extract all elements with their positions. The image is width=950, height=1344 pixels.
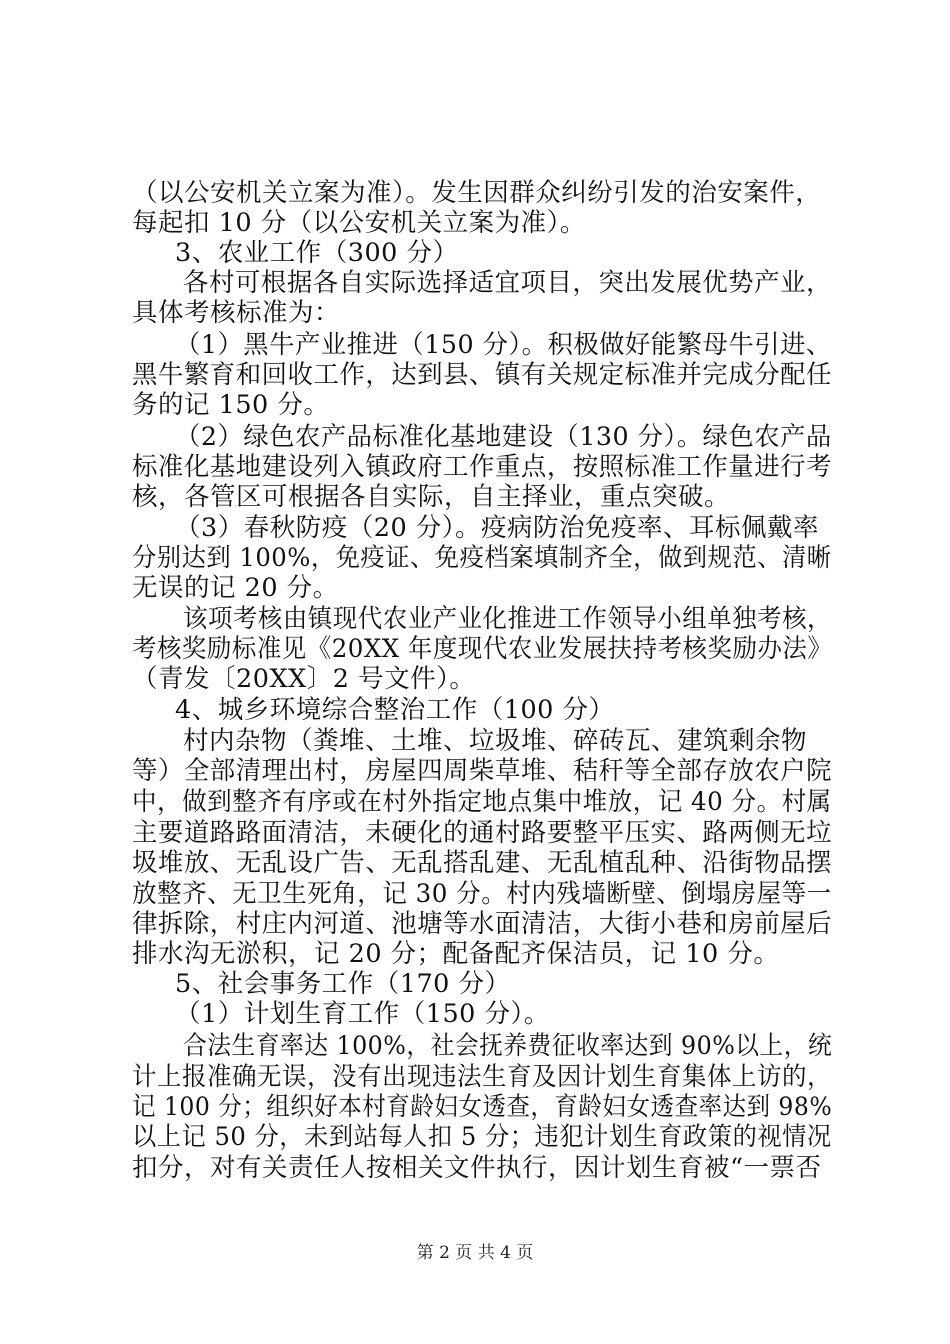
text-line: 每起扣 10 分（以公安机关立案为准）。 [132, 208, 586, 238]
text-line: （以公安机关立案为准）。发生因群众纠纷引发的治安案件， [132, 178, 822, 208]
text-line: 核，各管区可根据各自实际，自主择业，重点突破。 [132, 482, 731, 512]
text-line: 以上记 50 分，未到站每人扣 5 分；违犯计划生育政策的视情况 [132, 1122, 832, 1152]
text-line: （1）黑牛产业推进（150 分）。积极做好能繁母牛引进、 [175, 330, 832, 360]
text-line: 记 100 分；组织好本村育龄妇女透查，育龄妇女透查率达到 98% [132, 1092, 833, 1122]
page-number-footer: 第 2 页 共 4 页 [416, 1243, 534, 1263]
text-line: 无误的记 20 分。 [132, 573, 339, 603]
text-line: 考核奖励标准见《20XX 年度现代农业发展扶持考核奖励办法》 [132, 634, 833, 664]
text-line: 4、城乡环境综合整治工作（100 分） [175, 695, 615, 725]
text-line: 黑牛繁育和回收工作，达到县、镇有关规定标准并完成分配任 [132, 360, 833, 390]
text-line: 圾堆放、无乱设广告、无乱搭乱建、无乱植乱种、沿街物品摆 [132, 848, 833, 878]
text-line: 3、农业工作（300 分） [175, 238, 459, 268]
text-line: 分别达到 100%，免疫证、免疫档案填制齐全，做到规范、清晰 [132, 543, 832, 573]
text-line: 扣分，对有关责任人按相关文件执行，因计划生育被“一票否 [132, 1153, 822, 1183]
text-line: 该项考核由镇现代农业产业化推进工作领导小组单独考核， [183, 604, 833, 634]
text-line: 放整齐、无卫生死角，记 30 分。村内残墙断壁、倒塌房屋等一 [132, 879, 832, 909]
text-line: 中，做到整齐有序或在村外指定地点集中堆放，记 40 分。村属 [132, 787, 832, 817]
text-line: 务的记 150 分。 [132, 390, 330, 420]
text-line: （青发〔20XX〕2 号文件）。 [132, 664, 476, 694]
text-line: 律拆除，村庄内河道、池塘等水面清洁，大街小巷和房前屋后 [132, 909, 833, 939]
text-line: 合法生育率达 100%，社会抚养费征收率达到 90%以上，统 [183, 1031, 833, 1061]
text-line: 村内杂物（粪堆、土堆、垃圾堆、碎砖瓦、建筑剩余物 [183, 726, 808, 756]
text-line: （3）春秋防疫（20 分）。疫病防治免疫率、耳标佩戴率 [175, 513, 820, 543]
text-line: 标准化基地建设列入镇政府工作重点，按照标准工作量进行考 [132, 452, 833, 482]
text-line: 等）全部清理出村，房屋四周柴草堆、秸秆等全部存放农户院 [132, 756, 833, 786]
text-line: 具体考核标准为： [132, 298, 341, 328]
text-line: 排水沟无淤积，记 20 分；配备配齐保洁员，记 10 分。 [132, 939, 780, 969]
text-line: 主要道路路面清洁，未硬化的通村路要整平压实、路两侧无垃 [132, 818, 833, 848]
text-line: 5、社会事务工作（170 分） [175, 969, 511, 999]
text-line: 计上报准确无误，没有出现违法生育及因计划生育集体上访的， [132, 1062, 833, 1092]
text-line: （1）计划生育工作（150 分）。 [175, 999, 550, 1029]
text-line: （2）绿色农产品标准化基地建设（130 分）。绿色农产品 [175, 422, 832, 452]
text-line: 各村可根据各自实际选择适宜项目，突出发展优势产业， [183, 268, 833, 298]
